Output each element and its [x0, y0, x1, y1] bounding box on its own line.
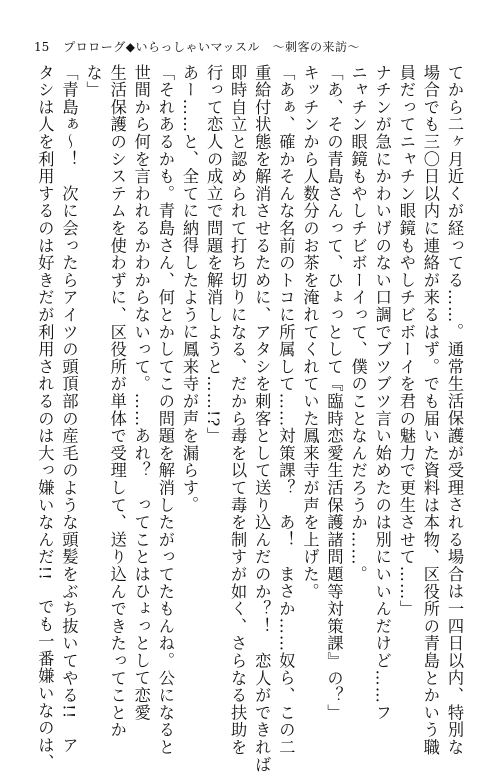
text-line: あー……と、全てに納得したように鳳来寺が声を漏らす。 — [179, 64, 199, 514]
text-line: 「あぁ、確かそんな名前のトコに所属して……対策課？ あ！ まさか……奴ら、この二 — [276, 64, 296, 756]
text-line: タシは人を利用するのは好きだが利用されるのは大っ嫌いなんだ!! でも一番嫌いなのは、 — [35, 64, 55, 772]
text-line: 重給付状態を解消させるために、アタシを刺客として送り込んだのか？！ 恋人ができれば — [252, 64, 272, 773]
text-line: 「それあるかも。青島さん、何とかしてこの問題を解消したがってたもんね。公になると — [155, 64, 175, 756]
text-line: な」 — [83, 64, 103, 99]
text-line: てから二ヶ月近くが経ってる……。通常生活保護が受理される場合は一四日以内、特別な — [445, 64, 464, 756]
running-title: プロローグ◆いらっしゃいマッスル 〜刺客の来訪〜 — [63, 40, 361, 54]
text-line: 「あ、その青島さんって、ひょっとして『臨時恋愛生活保護諸問題等対策課』の？」 — [324, 64, 344, 722]
text-line: ナチンが急にかわいげのない口調でブツブツ言い始めたのは別にいいんだけど……フ — [372, 64, 392, 722]
text-line: 員だってニャチン眼鏡もやしチビボーイを君の魅力で更生させて……」 — [396, 64, 416, 618]
text-line: 即時自立と認められて打ち切りになる、だから毒を以て毒を制すが如く、さらなる扶助を — [228, 64, 248, 756]
vertical-body-text — [30, 64, 466, 773]
text-line: 世間から何を言われるかわからないって。……あれ？ ってことはひょっとして恋愛 — [131, 64, 151, 722]
page-number: 15 — [34, 40, 50, 54]
page-header — [34, 38, 466, 55]
text-line: ニャチン眼鏡もやしチビボーイって、僕のことなんだろうか……。 — [348, 64, 368, 583]
text-line: 生活保護のシステムを使わずに、区役所が単体で受理して、送り込んできたってことか — [107, 64, 127, 739]
text-line: 場合でも三〇日以内に連絡が来るはず。でも届いた資料は本物、区役所の青島とかいう職 — [420, 64, 440, 756]
text-line: 「青島ぁ〜！ 次に会ったらアイツの頭頂部の産毛のような頭髪をぶち抜いてやる!! ア — [59, 64, 79, 754]
text-line: キッチンから人数分のお茶を淹れてくれていた鳳来寺が声を上げた。 — [300, 64, 320, 601]
text-line: 行って恋人の成立で問題を解消しようと……!?」 — [204, 64, 224, 445]
